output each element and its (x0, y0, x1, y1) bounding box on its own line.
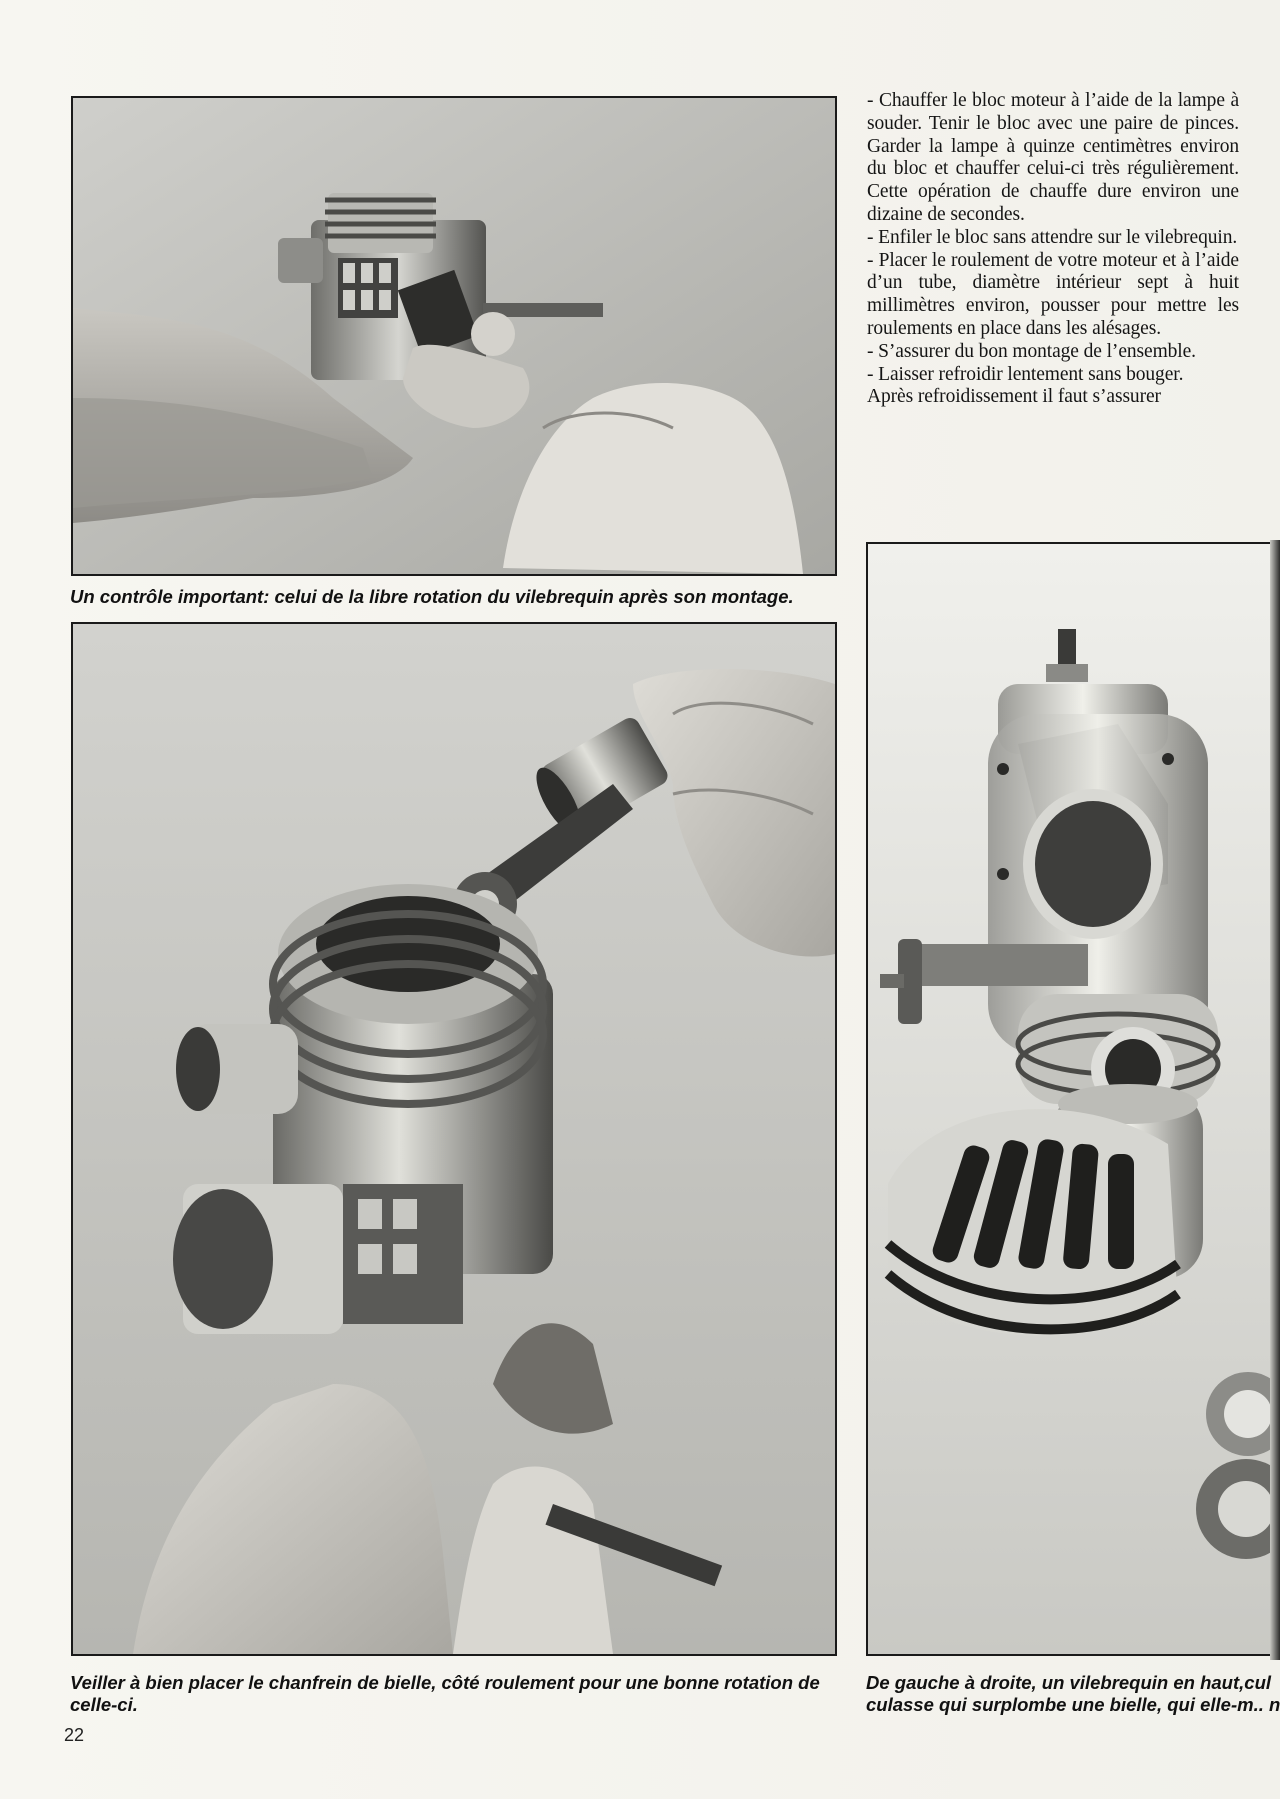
photo-connecting-rod-placement (71, 622, 837, 1656)
paragraph-check-assembly: - S’assurer du bon montage de l’ensemble. (867, 340, 1196, 362)
photo2-caption: Veiller à bien placer le chanfrein de bielle, côté roulement pour une bonne rotation de celle-ci. (70, 1672, 820, 1715)
paragraph-cool-down: - Laisser refroidir lentement sans bouger. (867, 363, 1184, 385)
article-body-text (867, 90, 1239, 409)
paragraph-heating: - Chauffer le bloc moteur à l’aide de la lampe à souder. Tenir le bloc avec une paire de pinces. Garder la lampe à quinze centimètres environ du bloc et chauffer celui-ci très régulièrement. Cette opération de chauffe dure environ une dizaine de secondes. (867, 90, 1239, 225)
page-binding-shadow (1270, 540, 1280, 1660)
photo3-caption-line1: De gauche à droite, un vilebrequin en haut,cul (866, 1672, 1272, 1693)
engine-parts-assortment-illustration (868, 544, 1280, 1654)
photo3-caption-tail2: .. n (1253, 1694, 1280, 1715)
photo1-caption: Un contrôle important: celui de la libre rotation du vilebrequin après son montage. (70, 586, 794, 607)
photo-crankshaft-rotation-check (71, 96, 837, 576)
paragraph-slide-block: - Enfiler le bloc sans attendre sur le vilebrequin. (867, 226, 1238, 248)
page-number: 22 (64, 1725, 85, 1745)
photo3-caption-tail1: cul (1244, 1672, 1272, 1693)
photo3-caption-line2: culasse qui surplombe une bielle, qui elle-m.. n (866, 1694, 1280, 1715)
engine-block-in-hands-illustration (73, 98, 835, 574)
photo3-caption (866, 1672, 1280, 1716)
paragraph-place-bearing: - Placer le roulement de votre moteur et à l’aide d’un tube, diamètre intérieur sept à huit millimètres environ, pousser pour mettre les roulements en place dans les alésages. (867, 249, 1239, 339)
paragraph-after-cooling: Après refroidissement il faut s’assurer (867, 386, 1161, 408)
photo-engine-parts-overview (866, 542, 1280, 1656)
connecting-rod-and-crankcase-illustration (73, 624, 835, 1654)
